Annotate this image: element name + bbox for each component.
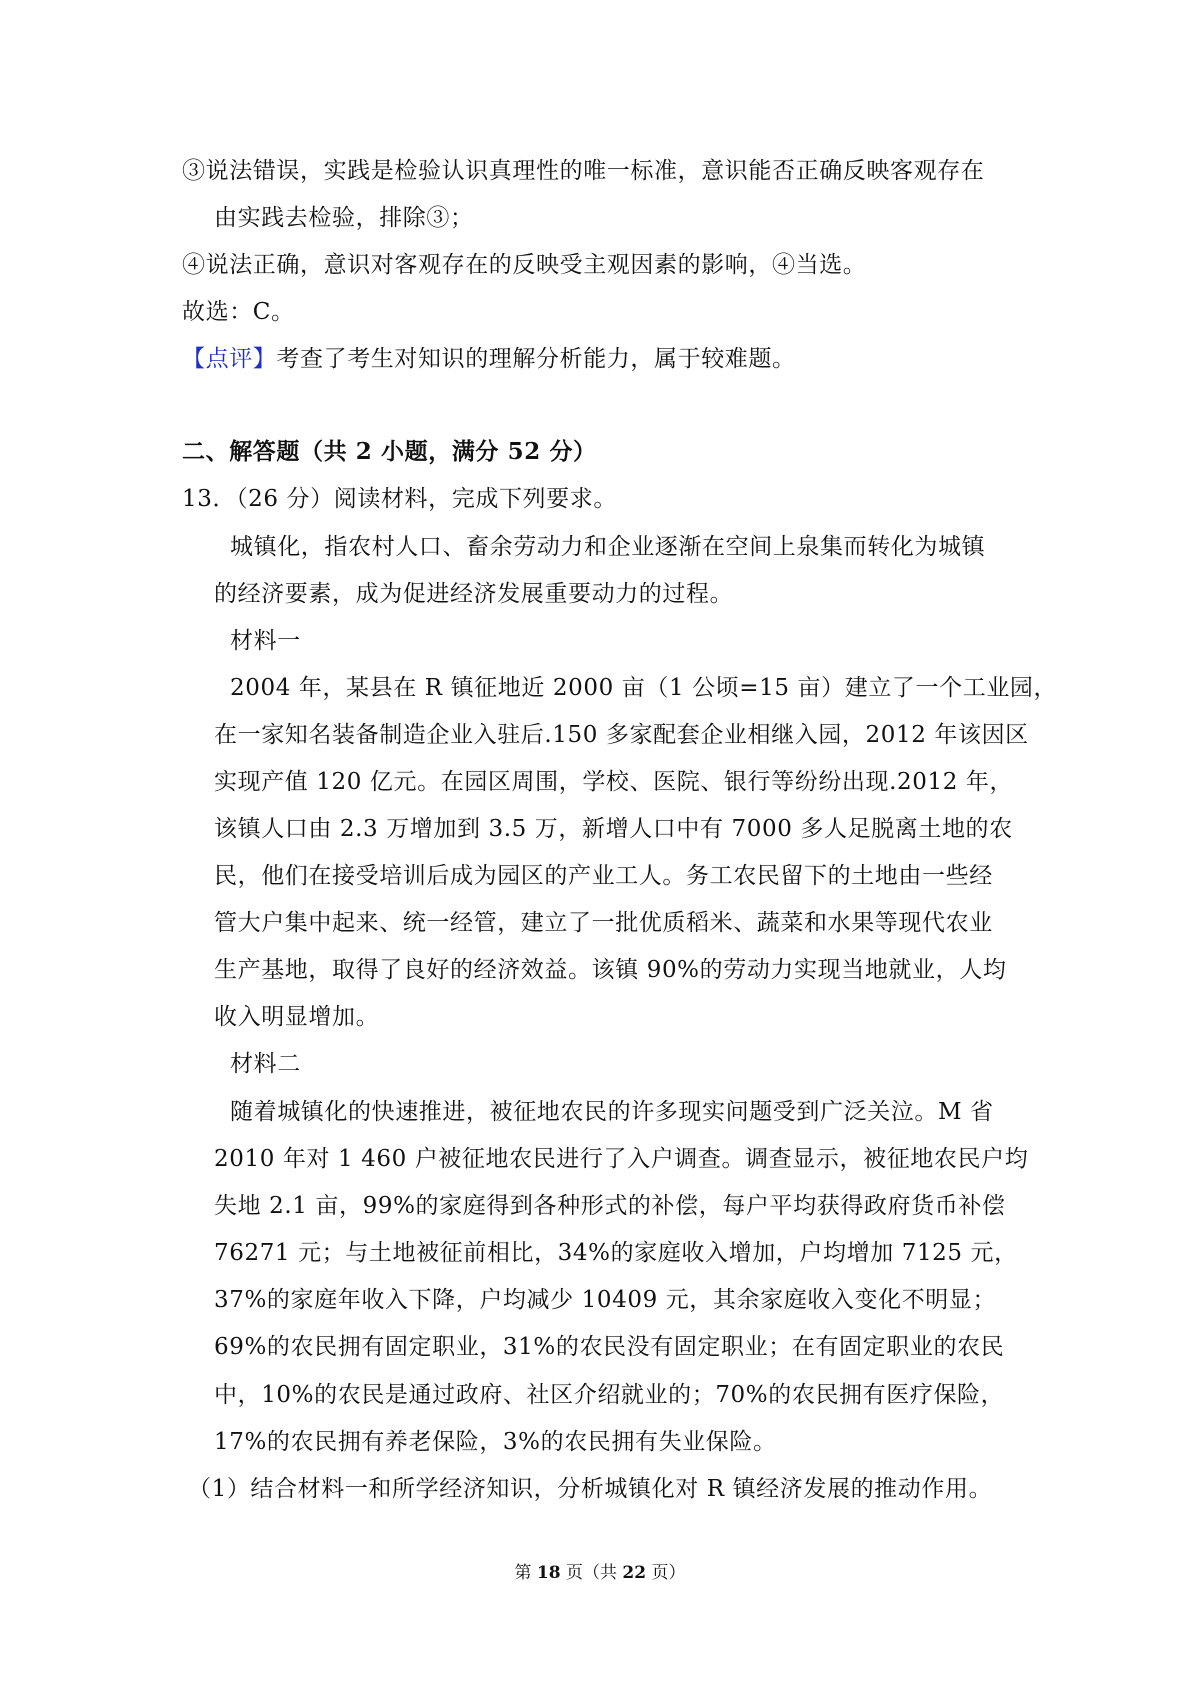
footer-middle: 页（共 bbox=[560, 1563, 623, 1583]
analysis-item-4: ④说法正确，意识对客观存在的反映受主观因素的影响，④当选。 bbox=[182, 252, 867, 278]
comment-text: 考查了考生对知识的理解分析能力，属于较难题。 bbox=[276, 346, 796, 372]
sub-question-1: （1）结合材料一和所学经济知识，分析城镇化对 R 镇经济发展的推动作用。 bbox=[188, 1476, 993, 1502]
material-2-line: 中，10%的农民是通过政府、社区介绍就业的；70%的农民拥有医疗保险， bbox=[214, 1382, 1005, 1408]
material-1-line: 2004 年，某县在 R 镇征地近 2000 亩（1 公顷=15 亩）建立了一个工业园， bbox=[230, 675, 1058, 701]
footer-current-page: 18 bbox=[536, 1563, 561, 1583]
footer-suffix: 页） bbox=[646, 1563, 686, 1583]
footer-total-pages: 22 bbox=[622, 1563, 647, 1583]
section-title: 二、解答题（共 2 小题，满分 52 分） bbox=[182, 438, 597, 465]
material-2-line: 失地 2.1 亩，99%的家庭得到各种形式的补偿，每户平均获得政府货币补偿 bbox=[214, 1193, 1006, 1219]
material-1-title: 材料一 bbox=[230, 628, 301, 654]
material-1-line: 该镇人口由 2.3 万增加到 3.5 万，新增人口中有 7000 多人足脱离土地的农 bbox=[214, 816, 1013, 842]
comment-line bbox=[182, 344, 796, 374]
material-2-line: 2010 年对 1 460 户被征地农民进行了入户调查。调查显示，被征地农民户均 bbox=[214, 1146, 1029, 1172]
material-1-line: 在一家知名装备制造企业入驻后.150 多家配套企业相继入园，2012 年该因区 bbox=[214, 722, 1029, 748]
material-2-line: 69%的农民拥有固定职业，31%的农民没有固定职业；在有固定职业的农民 bbox=[214, 1334, 1005, 1360]
material-1-line: 管大户集中起来、统一经管，建立了一批优质稻米、蔬菜和水果等现代农业 bbox=[214, 910, 993, 936]
material-1-line: 生产基地，取得了良好的经济效益。该镇 90%的劳动力实现当地就业，人均 bbox=[214, 957, 1007, 983]
material-1-line: 收入明显增加。 bbox=[214, 1004, 380, 1030]
footer-prefix: 第 bbox=[514, 1563, 537, 1583]
intro-line: 的经济要素，成为促进经济发展重要动力的过程。 bbox=[214, 581, 734, 607]
analysis-item-3-cont: 由实践去检验，排除③； bbox=[214, 205, 474, 231]
question-13-header: 13．（26 分）阅读材料，完成下列要求。 bbox=[182, 486, 617, 512]
material-1-line: 实现产值 120 亿元。在园区周围，学校、医院、银行等纷纷出现.2012 年， bbox=[214, 769, 1014, 795]
material-2-line: 17%的农民拥有养老保险，3%的农民拥有失业保险。 bbox=[214, 1429, 777, 1455]
material-2-line: 76271 元；与土地被征前相比，34%的家庭收入增加，户均增加 7125 元， bbox=[214, 1240, 1018, 1266]
material-1-line: 民，他们在接受培训后成为园区的产业工人。务工农民留下的土地由一些经 bbox=[214, 863, 993, 889]
intro-line: 城镇化，指农村人口、畜余劳动力和企业逐渐在空间上泉集而转化为城镇 bbox=[230, 534, 986, 560]
material-2-line: 随着城镇化的快速推进，被征地农民的许多现实问题受到广泛关泣。M 省 bbox=[230, 1099, 994, 1125]
material-2-title: 材料二 bbox=[230, 1051, 301, 1077]
material-2-line: 37%的家庭年收入下降，户均减少 10409 元，其余家庭收入变化不明显； bbox=[214, 1287, 997, 1313]
page-footer bbox=[0, 1561, 1200, 1585]
comment-tag: 【点评】 bbox=[182, 346, 277, 372]
analysis-item-3: ③说法错误，实践是检验认识真理性的唯一标准，意识能否正确反映客观存在 bbox=[182, 158, 985, 184]
answer-line: 故选：C。 bbox=[182, 299, 295, 325]
